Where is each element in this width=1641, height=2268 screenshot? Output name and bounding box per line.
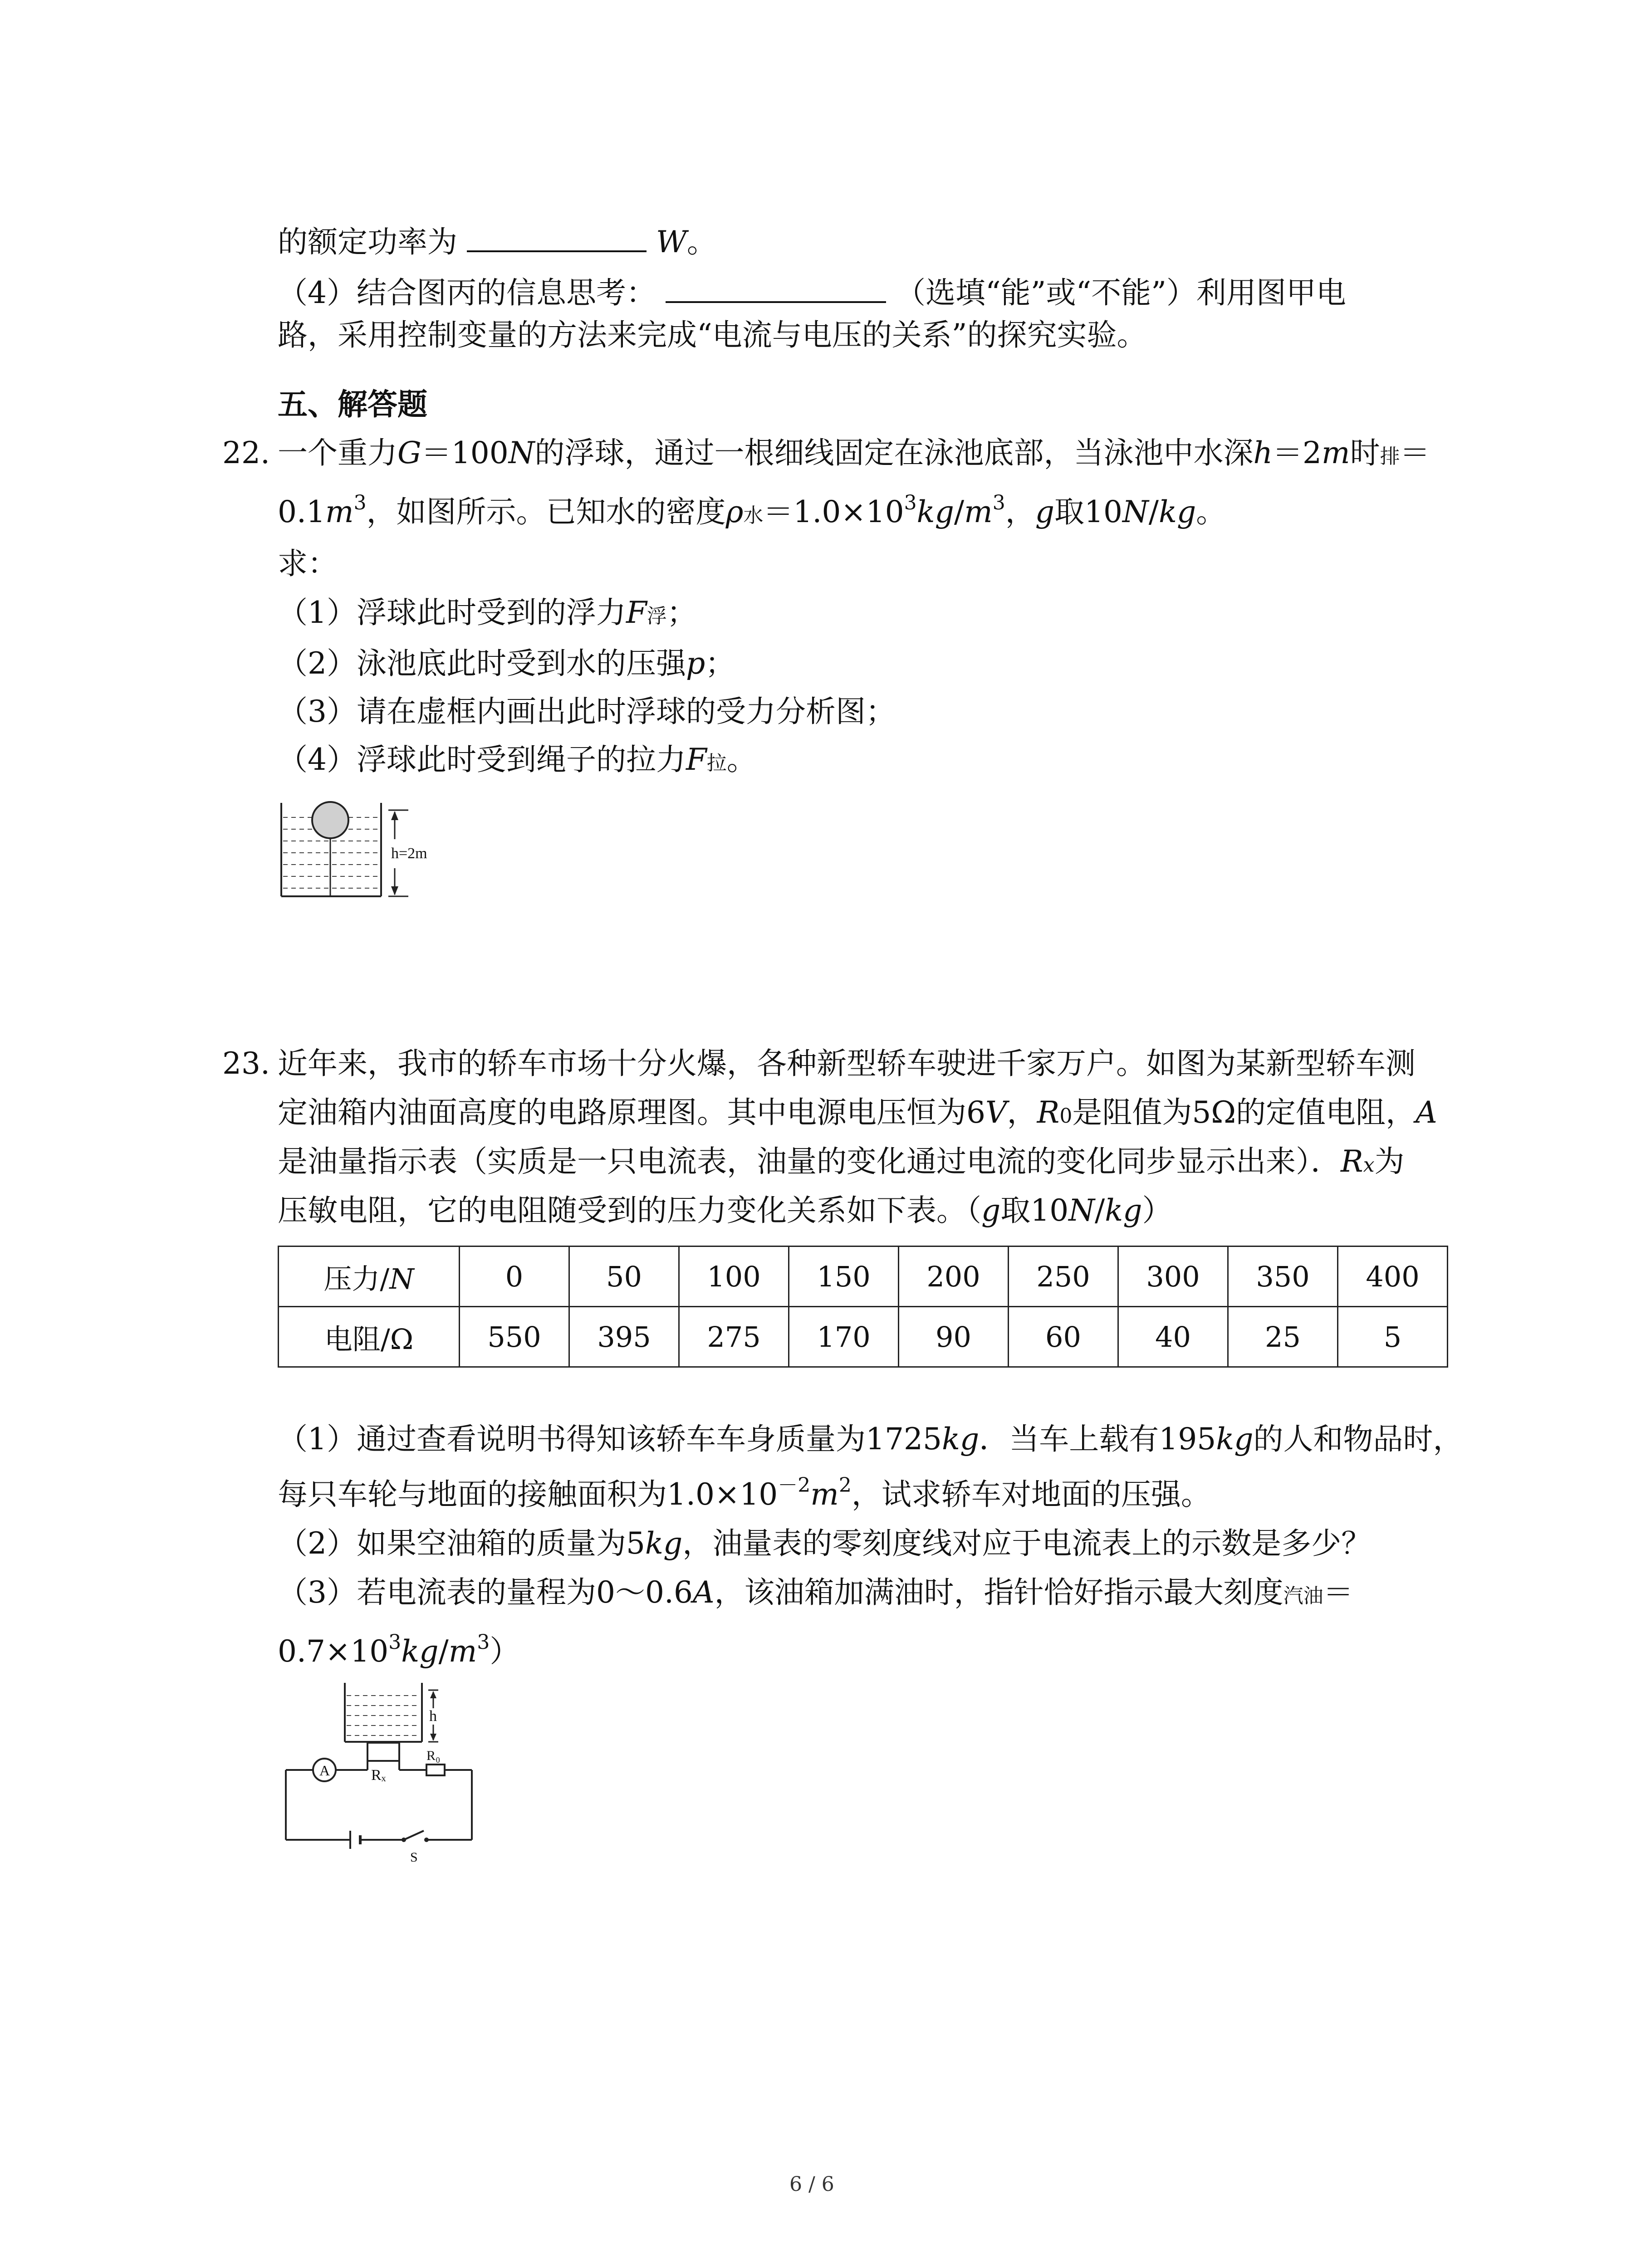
- q23-part3-line2: $0.7\times 10^3kg/m^3$）: [278, 1631, 520, 1669]
- q22-line1: 一个重力G＝100N的浮球，通过一根细线固定在泳池底部，当泳池中水深h＝2m时排＝: [278, 435, 1430, 470]
- answer-blank-can-or-cannot[interactable]: [666, 274, 886, 303]
- table-row-resistance: [279, 1307, 1448, 1367]
- rx-label: Rₓ: [371, 1767, 386, 1784]
- q22-number: 22.: [222, 435, 270, 470]
- q21-line3: 路，采用控制变量的方法来完成“电流与电压的关系”的探究实验。: [278, 318, 1147, 352]
- q21-line2-prefix: （4）结合图丙的信息思考：: [278, 275, 656, 310]
- table-cell: 550: [460, 1307, 569, 1367]
- q23-line3: 是油量指示表（实质是一只电流表，油量的变化通过电流的变化同步显示出来）．Rx为: [278, 1144, 1405, 1179]
- q23-part1-line1: （1）通过查看说明书得知该轿车车身质量为1725kg．当车上载有195kg的人和物品时，: [278, 1422, 1463, 1457]
- table-cell: 5: [1338, 1307, 1448, 1367]
- q21-line1: [278, 223, 717, 257]
- table-cell: 200: [899, 1246, 1009, 1307]
- table-cell: 60: [1009, 1307, 1118, 1367]
- table-header-resistance: 电阻/Ω: [279, 1307, 460, 1367]
- table-cell: 400: [1338, 1246, 1448, 1307]
- table-cell: 90: [899, 1307, 1009, 1367]
- table-header-pressure: 压力/N: [279, 1246, 460, 1307]
- page-number: 6 / 6: [789, 2173, 834, 2196]
- table-cell: 250: [1009, 1246, 1118, 1307]
- q23-number: 23.: [222, 1046, 270, 1081]
- q23-line4: 压敏电阻，它的电阻随受到的压力变化关系如下表。（g取10N/kg）: [278, 1193, 1172, 1228]
- table-cell: 275: [679, 1307, 789, 1367]
- q22-sub1: （1）浮球此时受到的浮力F浮；: [278, 595, 697, 630]
- table-cell: 40: [1118, 1307, 1228, 1367]
- table-cell: 150: [789, 1246, 899, 1307]
- height-label: h: [429, 1708, 437, 1725]
- q21-line2: [278, 274, 1346, 308]
- pressure-sensor-rx: [367, 1743, 399, 1761]
- switch-label: S: [410, 1850, 418, 1864]
- depth-label: h=2m: [391, 845, 427, 862]
- answer-blank-power[interactable]: [467, 223, 647, 252]
- q21-line1-prefix: 的额定功率为: [278, 225, 457, 259]
- q23-part3-line1: （3）若电流表的量程为0～0.6A，该油箱加满油时，指针恰好指示最大刻度汽油＝: [278, 1575, 1353, 1610]
- resistor-r0: [426, 1765, 445, 1775]
- table-cell: 25: [1228, 1307, 1338, 1367]
- ammeter-label: A: [319, 1762, 330, 1779]
- r0-label: R₀: [426, 1748, 441, 1763]
- q21-line1-unit: W: [656, 225, 687, 259]
- q21-line2-suffix: （选填“能”或“不能”）利用图甲电: [895, 275, 1346, 310]
- q22-sub4: （4）浮球此时受到绳子的拉力F拉。: [278, 742, 757, 777]
- q22-sub3: （3）请在虚框内画出此时浮球的受力分析图；: [278, 694, 896, 729]
- q22-ask: 求：: [278, 546, 338, 581]
- pressure-resistance-table: [278, 1246, 1448, 1368]
- table-cell: 50: [569, 1246, 679, 1307]
- q22-line2: $0.1m^3$，如图所示。已知水的密度ρ水$=1.0\times 10^3kg/m^3$，g取10N/kg。: [278, 491, 1226, 529]
- fuel-tank-circuit-figure: [272, 1674, 490, 1864]
- table-cell: 300: [1118, 1246, 1228, 1307]
- table-cell: 100: [679, 1246, 789, 1307]
- table-cell: 395: [569, 1307, 679, 1367]
- float-ball: [312, 802, 348, 838]
- table-row-pressure: [279, 1246, 1448, 1307]
- table-cell: 350: [1228, 1246, 1338, 1307]
- q23-line1: 近年来，我市的轿车市场十分火爆，各种新型轿车驶进千家万户。如图为某新型轿车测: [278, 1046, 1416, 1081]
- q23-line2: 定油箱内油面高度的电路原理图。其中电源电压恒为6V，R0是阻值为5Ω的定值电阻，A: [278, 1095, 1437, 1130]
- pool-float-figure: [272, 794, 463, 907]
- q23-part1-line2: 每只车轮与地面的接触面积为$1.0\times 10^{-2}m^2$，试求轿车对地面的压强。: [278, 1474, 1211, 1512]
- q23-part2: （2）如果空油箱的质量为5kg，油量表的零刻度线对应于电流表上的示数是多少？: [278, 1526, 1372, 1561]
- q21-line1-suffix: 。: [686, 225, 717, 259]
- table-cell: 170: [789, 1307, 899, 1367]
- q22-sub2: （2）泳池底此时受到水的压强p；: [278, 646, 735, 681]
- table-cell: 0: [460, 1246, 569, 1307]
- section-title: 五、解答题: [278, 386, 427, 422]
